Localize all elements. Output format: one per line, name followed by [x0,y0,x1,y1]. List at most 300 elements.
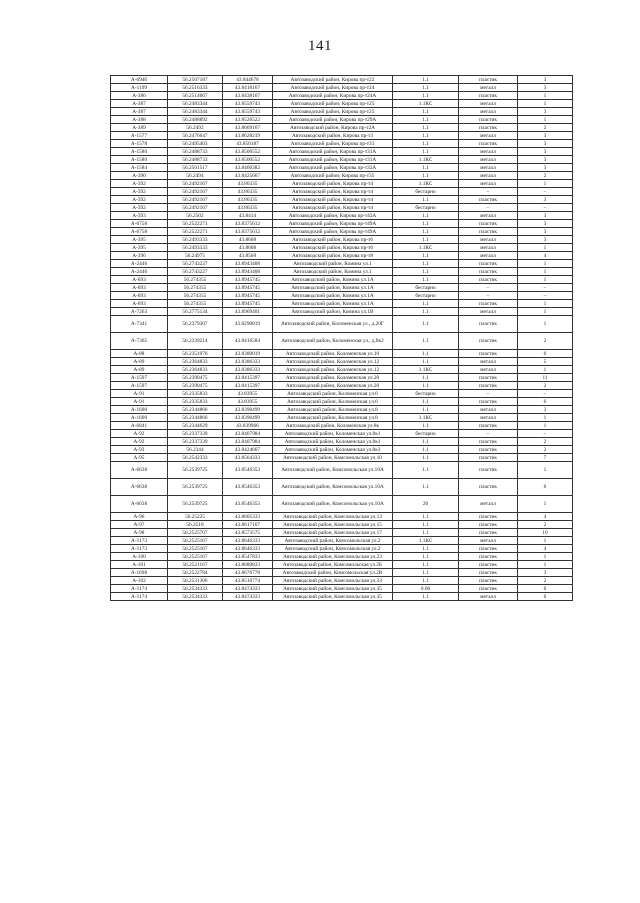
address-cell: Автозаводский район, Кирова пр-т6 [273,244,393,252]
address-cell: Автозаводский район, Коломенская ул.8к1 [273,438,393,446]
container-volume-cell: 1.1КС [393,180,459,188]
container-material-cell: металл [459,212,518,220]
address-cell: Автозаводский район, Кирова пр-т29А [273,116,393,124]
container-material-cell: металл [459,406,518,414]
container-volume-cell: 1.1КС [393,537,459,545]
table-row [111,496,573,513]
container-count-cell: 1 [518,308,573,316]
longitude-cell: 43.8628219 [223,132,273,140]
container-material-cell: металл [459,537,518,545]
container-count-cell: 11 [518,374,573,382]
container-material-cell: металл [459,244,518,252]
longitude-cell: 43.83955 [223,398,273,406]
site-code-cell: А-1578 [111,140,168,148]
table-row [111,204,573,212]
longitude-cell: 43.8546353 [223,479,273,496]
latitude-cell: 56.2492167 [168,188,223,196]
latitude-cell: 56.2514667 [168,92,223,100]
address-cell: Автозаводский район, Кирова пр-т3 [273,132,393,140]
container-material-cell: пластик [459,76,518,84]
table-row [111,438,573,446]
container-material-cell: – [459,292,518,300]
table-row [111,284,573,292]
container-count-cell: 4 [518,545,573,553]
table-row [111,446,573,454]
longitude-cell: 43.8414 [223,212,273,220]
container-count-cell: 3 [518,140,573,148]
latitude-cell: 56.2525707 [168,529,223,537]
longitude-cell: 43.850187 [223,140,273,148]
longitude-cell: 43.8608 [223,244,273,252]
table-row [111,374,573,382]
address-cell: Автозаводский район, Кирова пр-т33А [273,164,393,172]
site-code-cell: А-1600 [111,406,168,414]
table-row [111,172,573,180]
container-count-cell: 3 [518,406,573,414]
latitude-cell: 56.2522784 [168,569,223,577]
address-cell: Автозаводский район, Коломенская ул.20 [273,374,393,382]
site-code-cell: А-694б [111,76,168,84]
longitude-cell: 43.8547833 [223,553,273,561]
container-count-cell: 3 [518,132,573,140]
table-row [111,529,573,537]
latitude-cell: 56.2495403 [168,140,223,148]
longitude-cell: 43.8943408 [223,260,273,268]
site-code-cell: А-1580 [111,148,168,156]
table-row [111,382,573,390]
container-material-cell: – [459,188,518,196]
container-volume-cell: 1.1 [393,382,459,390]
table-row [111,84,573,92]
address-cell: Автозаводский район, Кирова пр-т43А [273,212,393,220]
container-material-cell: металл [459,132,518,140]
container-count-cell: 1 [518,561,573,569]
container-count-cell: 1 [518,414,573,422]
container-volume-cell: 1.1 [393,422,459,430]
container-volume-cell: 1.1 [393,374,459,382]
container-material-cell: пластик [459,585,518,593]
container-material-cell: пластик [459,196,518,204]
site-code-cell: А-2446 [111,260,168,268]
latitude-cell: 56.2775134 [168,308,223,316]
container-count-cell: – [518,390,573,398]
container-count-cell: 1 [518,300,573,308]
longitude-cell: 43.8568 [223,252,273,260]
longitude-cell: 43.8375612 [223,220,273,228]
address-cell: Автозаводский район, Коломенская ул.12 [273,366,393,374]
longitude-cell: 43.8546353 [223,496,273,513]
address-cell: Автозаводский район, Коломенская ул.8к [273,422,393,430]
address-cell: Автозаводский район, Комсомольская ул.10А [273,462,393,479]
site-code-cell: А-6638 [111,479,168,496]
container-count-cell: 1 [518,462,573,479]
site-code-cell: А-392 [111,204,168,212]
address-cell: Автозаводский район, Комина ул.1А [273,276,393,284]
table-row [111,561,573,569]
table-row [111,220,573,228]
latitude-cell: 56.2337339 [168,430,223,438]
container-volume-cell: 1.1 [393,164,459,172]
site-code-cell: А-6638 [111,462,168,479]
address-cell: Автозаводский район, Кирова пр-т31А [273,148,393,156]
address-cell: Автозаводский район, Комсомольская ул.13 [273,513,393,521]
container-material-cell: металл [459,180,518,188]
table-row [111,236,573,244]
longitude-cell: 43.8559743 [223,100,273,108]
container-volume-cell: 1.1 [393,124,459,132]
container-material-cell: металл [459,148,518,156]
container-volume-cell: 1.1 [393,398,459,406]
longitude-cell: 43.8945745 [223,284,273,292]
address-cell: Автозаводский район, Комсомольская ул.17 [273,529,393,537]
container-count-cell: 3 [518,76,573,84]
address-cell: Автозаводский район, Кирова пр-т4 [273,196,393,204]
container-volume-cell: 1.1 [393,260,459,268]
container-count-cell: 1 [518,100,573,108]
container-volume-cell: 1.1КС [393,366,459,374]
table-row [111,252,573,260]
table-row [111,333,573,350]
container-volume-cell: 1.1 [393,561,459,569]
longitude-cell: 43.8474333 [223,585,273,593]
waste-sites-table [110,75,573,601]
container-count-cell: 2 [518,446,573,454]
address-cell: Автозаводский район, Коломенская ул.8к3 [273,446,393,454]
latitude-cell: 56.2344629 [168,422,223,430]
container-material-cell: металл [459,100,518,108]
site-code-cell: А-387 [111,100,168,108]
container-volume-cell: 1.1КС [393,156,459,164]
container-volume-cell: 1.1 [393,553,459,561]
container-material-cell: металл [459,496,518,513]
site-code-cell: А-387 [111,108,168,116]
longitude-cell: 43.8500552 [223,156,273,164]
address-cell: Автозаводский район, Кирова пр-т31А [273,156,393,164]
container-count-cell: 1 [518,366,573,374]
site-code-cell: А-95 [111,454,168,462]
longitude-cell: 43.8380019 [223,350,273,358]
container-material-cell: пластик [459,374,518,382]
container-count-cell: 1 [518,260,573,268]
table-row [111,180,573,188]
table-row [111,228,573,236]
table-row [111,196,573,204]
site-code-cell: А-392 [111,180,168,188]
container-volume-cell: 1.1 [393,236,459,244]
container-count-cell: 1 [518,496,573,513]
site-code-cell: А-389 [111,124,168,132]
site-code-cell: А-1173 [111,537,168,545]
table-row [111,366,573,374]
site-code-cell: А-693 [111,300,168,308]
container-volume-cell: 1.1 [393,316,459,333]
latitude-cell: 56.2522271 [168,220,223,228]
longitude-cell: 43.8474333 [223,593,273,601]
site-code-cell: А-7341 [111,316,168,333]
address-cell: Автозаводский район, Комсомольская ул.35 [273,593,393,601]
site-code-cell: А-395 [111,244,168,252]
container-count-cell: 2 [518,333,573,350]
container-material-cell: пластик [459,398,518,406]
container-material-cell: – [459,204,518,212]
latitude-cell: 56.274355 [168,284,223,292]
longitude-cell: 43.8646333 [223,537,273,545]
table-row [111,124,573,132]
address-cell: Автозаводский район, Комина ул.1 [273,260,393,268]
container-material-cell: пластик [459,569,518,577]
latitude-cell: 56.2502 [168,212,223,220]
table-row [111,212,573,220]
container-material-cell: пластик [459,140,518,148]
container-volume-cell: 1.1 [393,438,459,446]
address-cell: Автозаводский район, Комина ул.1А [273,292,393,300]
latitude-cell: 56.2501517 [168,164,223,172]
container-count-cell: 3 [518,156,573,164]
table-body [111,76,573,601]
site-code-cell: А-89 [111,366,168,374]
address-cell: Автозаводский район, Коломенская ул.6 [273,390,393,398]
container-count-cell: – [518,188,573,196]
table-row [111,244,573,252]
address-cell: Автозаводский район, Комсомольская ул.35 [273,585,393,593]
latitude-cell: 56.2507187 [168,76,223,84]
latitude-cell: 56.2379307 [168,316,223,333]
address-cell: Автозаводский район, Комсомольская ул.2В [273,569,393,577]
container-count-cell: 1 [518,92,573,100]
site-code-cell: А-390 [111,172,168,180]
container-material-cell: металл [459,308,518,316]
longitude-cell: 43.8386333 [223,358,273,366]
latitude-cell: 56.2521167 [168,561,223,569]
address-cell: Автозаводский район, Комсомольская ул.33 [273,577,393,585]
latitude-cell: 56.2351976 [168,350,223,358]
container-material-cell: пластик [459,561,518,569]
site-code-cell: А-89 [111,358,168,366]
longitude-cell: 43.8605333 [223,513,273,521]
table-row [111,268,573,276]
container-count-cell: 6 [518,398,573,406]
latitude-cell: 56.2525167 [168,537,223,545]
latitude-cell: 56.2476647 [168,132,223,140]
site-code-cell: А-93 [111,446,168,454]
container-count-cell: 1 [518,116,573,124]
site-code-cell: А-1199 [111,84,168,92]
table-row [111,390,573,398]
longitude-cell: 43.8510774 [223,577,273,585]
table-row [111,422,573,430]
longitude-cell: 43.8375612 [223,228,273,236]
address-cell: Автозаводский район, Кирова пр-т25 [273,100,393,108]
address-cell: Автозаводский район, Кирова пр-т25 [273,108,393,116]
site-code-cell: А-1577 [111,132,168,140]
latitude-cell: 56.2483344 [168,108,223,116]
address-cell: Автозаводский район, Комина ул.1В [273,308,393,316]
container-volume-cell: 1.1 [393,513,459,521]
container-volume-cell: 20 [393,496,459,513]
table-row [111,164,573,172]
latitude-cell: 56.2488733 [168,148,223,156]
container-volume-cell: 1.1 [393,140,459,148]
latitude-cell: 56.2344 [168,446,223,454]
site-code-cell: А-395 [111,236,168,244]
latitude-cell: 56.2743227 [168,268,223,276]
container-material-cell: металл [459,358,518,366]
container-count-cell: 1 [518,537,573,545]
table-row [111,462,573,479]
container-material-cell: – [459,284,518,292]
longitude-cell: 43.8969401 [223,308,273,316]
site-code-cell: А-6758 [111,220,168,228]
site-code-cell: А-92 [111,438,168,446]
site-code-cell: А-7365 [111,333,168,350]
site-code-cell: А-6841 [111,422,168,430]
container-volume-cell: 0.66 [393,585,459,593]
latitude-cell: 56.2531306 [168,577,223,585]
latitude-cell: 56.2534333 [168,585,223,593]
container-volume-cell: 1.1 [393,276,459,284]
container-material-cell: металл [459,366,518,374]
address-cell: Автозаводский район, Комсомольская ул.10 [273,454,393,462]
container-material-cell: – [459,430,518,438]
container-count-cell: 3 [518,164,573,172]
site-code-cell: А-88 [111,350,168,358]
site-code-cell: А-693 [111,284,168,292]
longitude-cell: 43.8945745 [223,300,273,308]
container-material-cell: металл [459,172,518,180]
container-volume-cell: бестарно [393,188,459,196]
table-row [111,132,573,140]
container-count-cell: – [518,430,573,438]
address-cell: Автозаводский район, Кирова пр-т8 [273,252,393,260]
container-volume-cell: бестарно [393,430,459,438]
latitude-cell: 56.2492167 [168,204,223,212]
latitude-cell: 56.2488892 [168,116,223,124]
table-row [111,116,573,124]
table-row [111,454,573,462]
longitude-cell: 43.8407984 [223,430,273,438]
table-row [111,430,573,438]
site-code-cell: А-1597 [111,382,168,390]
container-volume-cell: 1.1КС [393,244,459,252]
table-row [111,156,573,164]
container-material-cell: пластик [459,316,518,333]
container-material-cell: пластик [459,446,518,454]
container-material-cell: металл [459,84,518,92]
container-material-cell: пластик [459,545,518,553]
container-material-cell: металл [459,236,518,244]
site-code-cell: А-392 [111,188,168,196]
container-volume-cell: бестарно [393,390,459,398]
address-cell: Автозаводский район, Коломенская ул.10 [273,350,393,358]
site-code-cell: А-96 [111,513,168,521]
site-code-cell: А-6638 [111,496,168,513]
latitude-cell: 56.2492 [168,124,223,132]
site-code-cell: А-1173 [111,545,168,553]
table-row [111,553,573,561]
table-row [111,414,573,422]
container-count-cell: 6 [518,479,573,496]
container-volume-cell: 1.1 [393,92,459,100]
longitude-cell: 43.8680833 [223,561,273,569]
table-row [111,406,573,414]
container-count-cell: 7 [518,454,573,462]
container-material-cell: пластик [459,124,518,132]
container-material-cell: пластик [459,521,518,529]
container-volume-cell: бестарно [393,292,459,300]
container-material-cell: пластик [459,479,518,496]
longitude-cell: 43.86335 [223,180,273,188]
latitude-cell: 56.2516333 [168,84,223,92]
address-cell: Автозаводский район, Комсомольская ул.15 [273,521,393,529]
container-count-cell: 2 [518,577,573,585]
site-code-cell: А-1174 [111,593,168,601]
site-code-cell: А-92 [111,430,168,438]
table-row [111,76,573,84]
container-volume-cell: 1.1 [393,308,459,316]
address-cell: Автозаводский район, Комсомольская ул.10А [273,479,393,496]
longitude-cell: 43.8290819 [223,316,273,333]
latitude-cell: 56.2494 [168,172,223,180]
latitude-cell: 56.2539725 [168,479,223,496]
address-cell: Автозаводский район, Кирова пр-т24А [273,92,393,100]
site-code-cell: А-1600 [111,414,168,422]
container-material-cell: металл [459,108,518,116]
address-cell: Автозаводский район, Коломенская ул.6 [273,398,393,406]
longitude-cell: 43.844678 [223,76,273,84]
longitude-cell: 43.8424667 [223,446,273,454]
container-volume-cell: 1.1 [393,479,459,496]
longitude-cell: 43.8669167 [223,124,273,132]
address-cell: Автозаводский район, Комсомольская ул.23 [273,553,393,561]
container-volume-cell: 1.1КС [393,414,459,422]
container-volume-cell: 1.1 [393,333,459,350]
longitude-cell: 43.8559743 [223,108,273,116]
site-code-cell: А-1597 [111,374,168,382]
latitude-cell: 56.274355 [168,276,223,284]
address-cell: Автозаводский район, Кирова пр-т49А [273,220,393,228]
container-volume-cell: 1.1 [393,220,459,228]
container-volume-cell: 1.1 [393,350,459,358]
container-volume-cell: 1.1 [393,76,459,84]
table-row [111,358,573,366]
container-count-cell: – [518,284,573,292]
longitude-cell: 43.8416584 [223,333,273,350]
site-code-cell: А-101 [111,561,168,569]
table-row [111,316,573,333]
container-material-cell: пластик [459,529,518,537]
longitude-cell: 43.8676778 [223,569,273,577]
longitude-cell: 43.8415397 [223,382,273,390]
latitude-cell: 56.2525167 [168,545,223,553]
container-volume-cell: бестарно [393,204,459,212]
container-count-cell: 2 [518,124,573,132]
latitude-cell: 56.2522271 [168,228,223,236]
table-row [111,292,573,300]
container-count-cell: 1 [518,180,573,188]
page-number: 141 [308,38,332,54]
longitude-cell: 43.8418167 [223,84,273,92]
container-count-cell: 3 [518,569,573,577]
container-count-cell: 6 [518,350,573,358]
container-material-cell: пластик [459,513,518,521]
longitude-cell: 43.8386333 [223,366,273,374]
container-count-cell: 10 [518,529,573,537]
latitude-cell: 56.2339214 [168,333,223,350]
container-count-cell: 3 [518,148,573,156]
longitude-cell: 43.8407984 [223,438,273,446]
container-volume-cell: 1.1 [393,577,459,585]
container-count-cell: 1 [518,422,573,430]
